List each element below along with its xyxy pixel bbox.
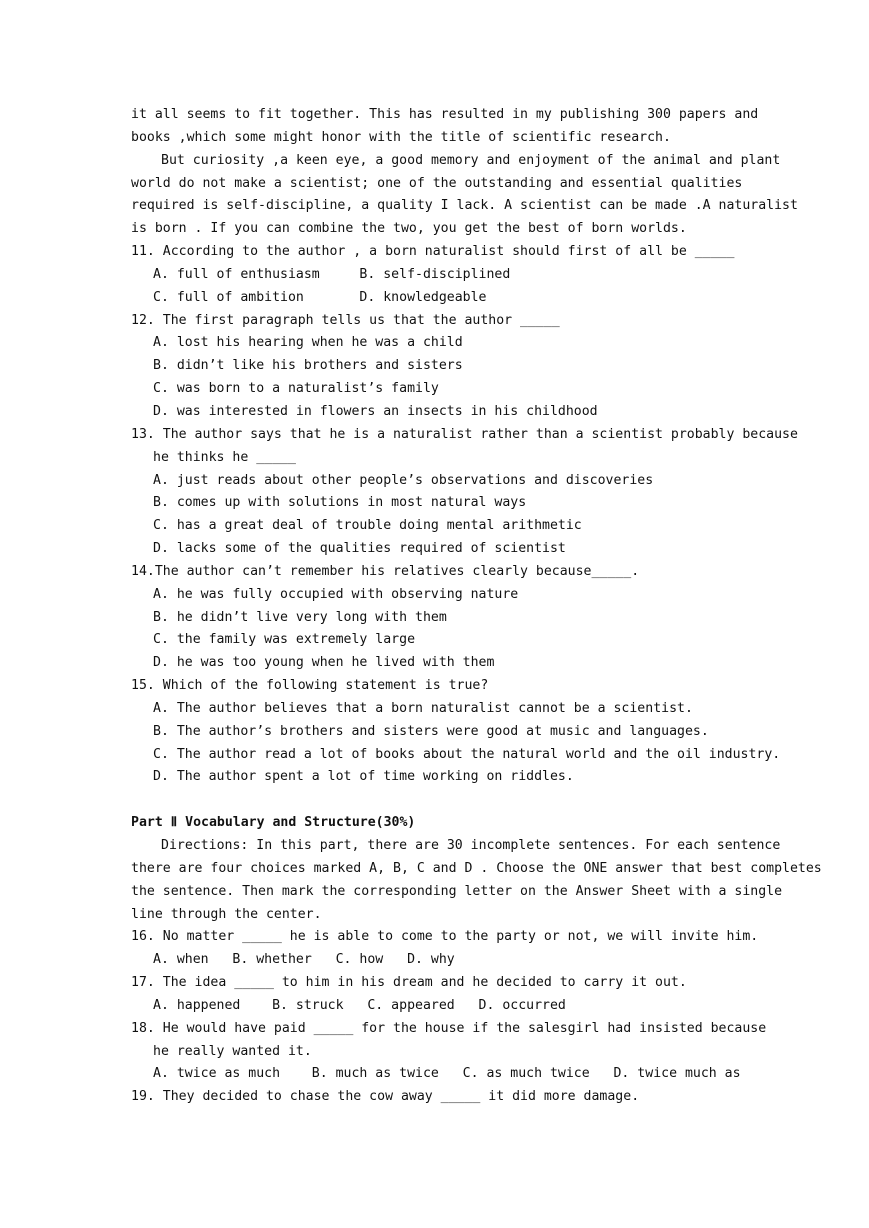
question-option: C. The author read a lot of books about the natural world and the oil industry. <box>153 746 781 762</box>
question-option: D. was interested in flowers an insects in his childhood <box>153 403 598 419</box>
question-stem: 11. According to the author , a born naturalist should first of all be _____ <box>131 244 735 260</box>
passage-line: is born . If you can combine the two, you get the best of born worlds. <box>131 221 687 237</box>
question-stem: 16. No matter _____ he is able to come to the party or not, we will invite him. <box>131 929 759 945</box>
question-11 <box>131 241 737 310</box>
question-options: A. happened B. struck C. appeared D. occurred <box>153 997 566 1013</box>
question-stem: he thinks he _____ <box>153 449 296 465</box>
question-12 <box>131 310 737 424</box>
question-option: D. lacks some of the qualities required of scientist <box>153 541 566 557</box>
question-stem: 14.The author can’t remember his relatives clearly because_____. <box>131 563 640 579</box>
passage-line: world do not make a scientist; one of the outstanding and essential qualities <box>131 175 743 191</box>
question-option: A. full of enthusiasm B. self-disciplined <box>153 266 511 282</box>
question-option: D. he was too young when he lived with them <box>153 655 495 671</box>
question-stem: he really wanted it. <box>153 1043 312 1059</box>
section-heading: Part Ⅱ Vocabulary and Structure(30%) <box>131 815 416 831</box>
question-stem: 15. Which of the following statement is true? <box>131 678 489 694</box>
passage-paragraph-1 <box>131 104 759 150</box>
directions-paragraph <box>131 835 822 926</box>
question-17 <box>131 972 737 1018</box>
question-option: B. he didn’t live very long with them <box>153 609 447 625</box>
directions-line: Directions: In this part, there are 30 incomplete sentences. For each sentence <box>161 838 781 853</box>
passage-line: it all seems to fit together. This has resulted in my publishing 300 papers and <box>131 107 759 122</box>
question-13 <box>131 424 798 561</box>
directions-line: the sentence. Then mark the corresponding letter on the Answer Sheet with a single <box>131 883 783 899</box>
question-18 <box>131 1018 767 1087</box>
exam-page <box>131 104 822 1109</box>
question-options: A. twice as much B. much as twice C. as much twice D. twice much as <box>153 1066 741 1082</box>
directions-line: line through the center. <box>131 906 322 922</box>
question-15 <box>131 675 781 789</box>
question-option: A. just reads about other people’s observations and discoveries <box>153 472 654 488</box>
question-options: A. when B. whether C. how D. why <box>153 952 455 968</box>
question-stem: 17. The idea _____ to him in his dream and he decided to carry it out. <box>131 975 687 991</box>
directions-line: there are four choices marked A, B, C and D . Choose the ONE answer that best completes <box>131 860 822 876</box>
question-stem: 18. He would have paid _____ for the house if the salesgirl had insisted because <box>131 1020 767 1036</box>
question-19 <box>131 1086 737 1109</box>
passage-line: But curiosity ,a keen eye, a good memory and enjoyment of the animal and plant <box>161 152 781 168</box>
question-option: A. The author believes that a born naturalist cannot be a scientist. <box>153 700 693 716</box>
question-option: B. comes up with solutions in most natural ways <box>153 495 527 511</box>
question-option: D. The author spent a lot of time working on riddles. <box>153 769 574 785</box>
question-option: C. the family was extremely large <box>153 632 416 648</box>
passage-paragraph-2 <box>131 150 798 241</box>
question-stem: 12. The first paragraph tells us that the author _____ <box>131 312 560 328</box>
question-stem: 19. They decided to chase the cow away _____ it did more damage. <box>131 1089 640 1105</box>
question-option: B. didn’t like his brothers and sisters <box>153 358 463 374</box>
passage-line: books ,which some might honor with the title of scientific research. <box>131 129 671 145</box>
question-16 <box>131 926 759 972</box>
question-option: A. lost his hearing when he was a child <box>153 335 463 351</box>
passage-line: required is self-discipline, a quality I lack. A scientist can be made .A naturalist <box>131 198 798 214</box>
question-stem: 13. The author says that he is a naturalist rather than a scientist probably because <box>131 426 798 442</box>
question-option: C. has a great deal of trouble doing mental arithmetic <box>153 518 582 534</box>
question-option: A. he was fully occupied with observing nature <box>153 586 519 602</box>
question-option: B. The author’s brothers and sisters were good at music and languages. <box>153 723 709 739</box>
question-option: C. was born to a naturalist’s family <box>153 381 439 397</box>
question-option: C. full of ambition D. knowledgeable <box>153 289 487 305</box>
question-14 <box>131 561 737 675</box>
